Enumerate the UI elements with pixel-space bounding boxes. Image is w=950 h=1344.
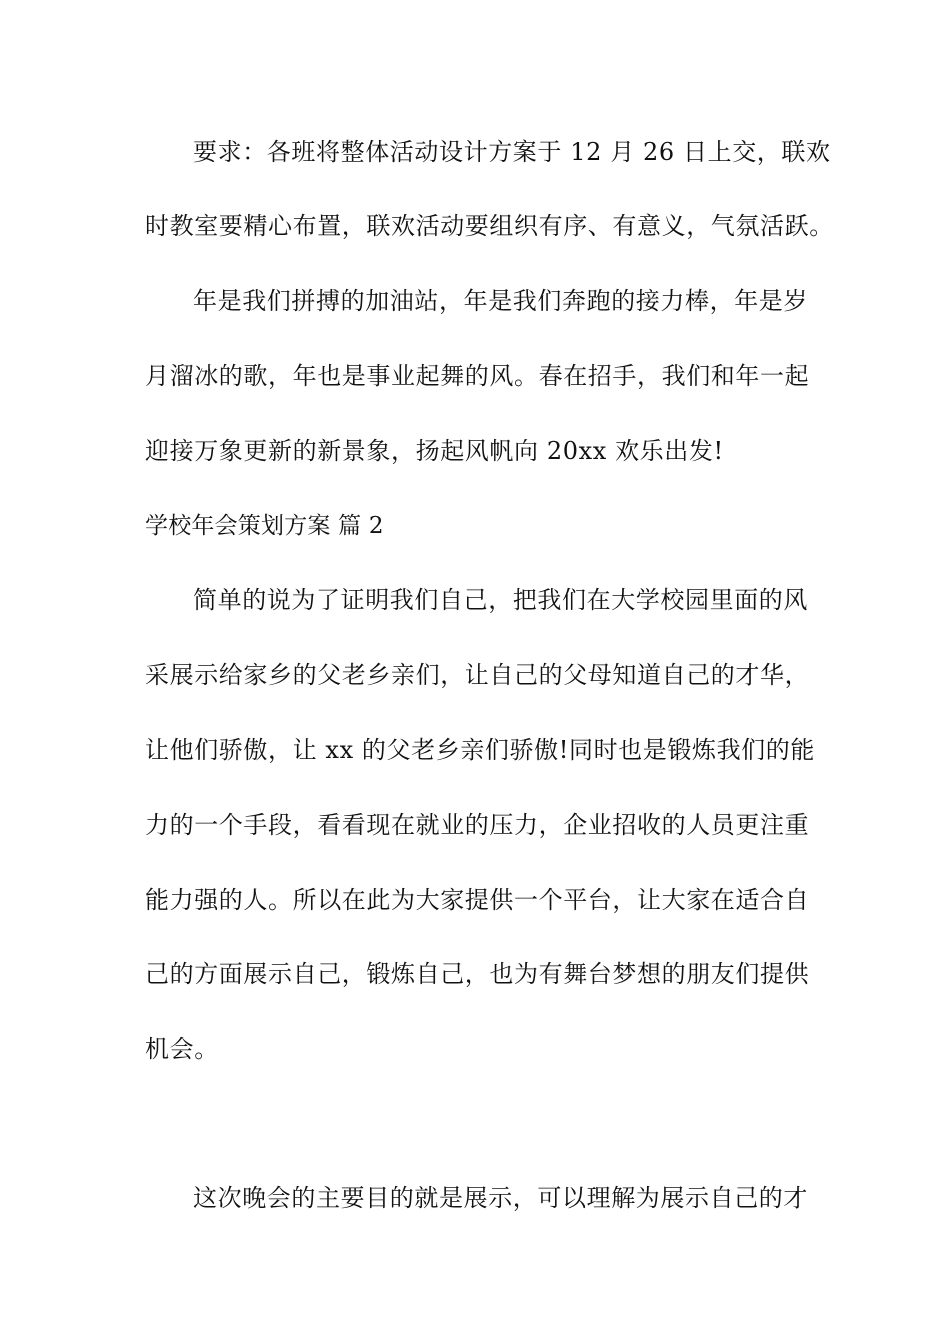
paragraph-1-line-1: 要求：各班将整体活动设计方案于 12 月 26 日上交，联欢 (193, 138, 831, 166)
section-heading: 学校年会策划方案 篇 2 (145, 513, 384, 539)
paragraph-3-line-6: 己的方面展示自己，锻炼自己，也为有舞台梦想的朋友们提供 (145, 960, 810, 988)
paragraph-2-line-3: 迎接万象更新的新景象，扬起风帆向 20xx 欢乐出发! (145, 437, 724, 465)
paragraph-2-line-1: 年是我们拼搏的加油站，年是我们奔跑的接力棒，年是岁 (193, 287, 808, 315)
paragraph-3-line-2: 采展示给家乡的父老乡亲们，让自己的父母知道自己的才华， (145, 661, 810, 689)
paragraph-3-line-3: 让他们骄傲，让 xx 的父老乡亲们骄傲!同时也是锻炼我们的能 (145, 736, 815, 764)
paragraph-1-line-2: 时教室要精心布置，联欢活动要组织有序、有意义，气氛活跃。 (145, 212, 834, 240)
paragraph-4-line-1: 这次晚会的主要目的就是展示，可以理解为展示自己的才 (193, 1184, 808, 1212)
paragraph-3-line-5: 能力强的人。所以在此为大家提供一个平台，让大家在适合自 (145, 886, 810, 914)
paragraph-3-line-7: 机会。 (145, 1035, 219, 1063)
paragraph-2-line-2: 月溜冰的歌，年也是事业起舞的风。春在招手，我们和年一起 (145, 362, 810, 390)
paragraph-3-line-4: 力的一个手段，看看现在就业的压力，企业招收的人员更注重 (145, 811, 810, 839)
paragraph-3-line-1: 简单的说为了证明我们自己，把我们在大学校园里面的风 (193, 586, 808, 614)
